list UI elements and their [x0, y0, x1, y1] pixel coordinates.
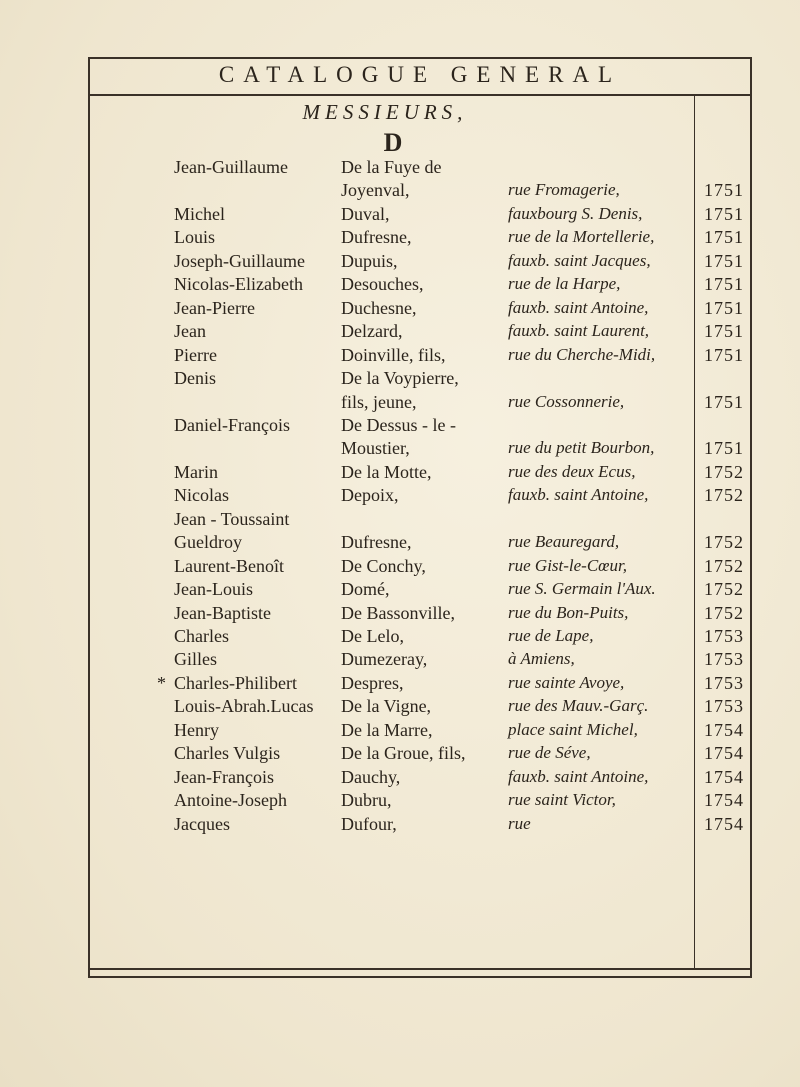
entry-first-name: Jean-Louis [174, 579, 253, 600]
list-item [0, 718, 800, 742]
entry-surname: De la Motte, [341, 461, 432, 482]
entry-first-name: Charles-Philibert [174, 672, 297, 693]
entry-surname: Depoix, [341, 485, 399, 506]
entry-year: 1751 [704, 250, 744, 271]
entry-year: 1751 [704, 391, 744, 412]
list-item [0, 413, 800, 437]
entry-address: fauxb. saint Laurent, [508, 321, 650, 341]
list-item [0, 765, 800, 789]
section-title: MESSIEURS, [302, 100, 468, 124]
entry-surname: De Bassonville, [341, 602, 455, 623]
entry-first-name: Daniel-François [174, 414, 290, 435]
entry-year: 1754 [704, 743, 744, 764]
list-item [0, 694, 800, 718]
entry-year: 1751 [704, 438, 744, 459]
list-item [0, 366, 800, 390]
entry-address: rue du petit Bourbon, [508, 438, 655, 458]
list-item [0, 202, 800, 226]
entry-surname: De Lelo, [341, 626, 404, 646]
list-item [0, 624, 800, 648]
entry-address: rue Gist-le-Cœur, [508, 555, 627, 575]
entry-address: rue des deux Ecus, [508, 461, 636, 481]
entry-surname: Domé, [341, 579, 390, 600]
bottom-rule-double [88, 976, 752, 978]
entry-address: à Amiens, [508, 649, 575, 669]
top-rule [88, 57, 752, 59]
entry-year: 1754 [704, 766, 744, 787]
entry-surname: Moustier, [341, 438, 410, 459]
entry-address: rue Fromagerie, [508, 180, 620, 200]
list-item [0, 483, 800, 507]
entry-address: place saint Michel, [508, 719, 638, 739]
entry-address: rue de Séve, [508, 743, 591, 763]
entry-surname: Desouches, [341, 274, 424, 295]
entry-surname: Dumezeray, [341, 649, 428, 670]
entry-surname: De la Groue, fils, [341, 743, 466, 764]
entry-first-name: Marin [174, 461, 218, 482]
entry-star: * [157, 672, 166, 693]
entry-year: 1751 [704, 321, 744, 342]
entry-address: rue Cossonnerie, [508, 391, 625, 411]
entry-first-name: Charles [174, 626, 229, 646]
entry-first-name: Jean [174, 321, 206, 342]
entry-surname: Delzard, [341, 321, 403, 342]
entry-surname: Dufresne, [341, 532, 412, 553]
entry-surname: Dauchy, [341, 766, 401, 787]
entry-year: 1752 [704, 579, 744, 600]
entry-address: fauxbourg S. Denis, [508, 203, 643, 223]
entry-year: 1751 [704, 180, 744, 201]
entry-first-name: Antoine-Joseph [174, 790, 287, 811]
list-item [0, 460, 800, 484]
entry-surname: De Dessus - le - [341, 414, 456, 435]
entry-surname: Dupuis, [341, 250, 398, 271]
entry-first-name: Pierre [174, 344, 217, 365]
list-item [0, 178, 800, 202]
entry-surname: fils, jeune, [341, 391, 417, 412]
entry-first-name: Joseph-Guillaume [174, 250, 305, 271]
list-item [0, 671, 800, 695]
list-item [0, 812, 800, 836]
entry-address: rue sainte Avoye, [508, 672, 625, 692]
list-item [0, 155, 800, 179]
entry-address: fauxb. saint Jacques, [508, 250, 651, 270]
entry-first-name: Jean-Baptiste [174, 602, 271, 623]
entry-surname: Duval, [341, 203, 390, 224]
entry-address: fauxb. saint Antoine, [508, 485, 649, 505]
bottom-rule [88, 968, 752, 970]
section-letter: D [383, 128, 403, 157]
entry-year: 1751 [704, 297, 744, 318]
list-item [0, 554, 800, 578]
entry-surname: De la Vigne, [341, 696, 432, 717]
entry-address: fauxb. saint Antoine, [508, 766, 649, 786]
entry-address: rue du Cherche-Midi, [508, 344, 656, 364]
entry-surname: De la Voypierre, [341, 368, 459, 389]
entry-year: 1754 [704, 719, 744, 740]
entry-surname: Doinville, fils, [341, 344, 446, 365]
entry-first-name: Gilles [174, 649, 217, 670]
list-item [0, 741, 800, 765]
entry-first-name: Jean-Guillaume [174, 157, 288, 177]
page-header-title: CATALOGUE GENERAL [218, 62, 622, 87]
entry-year: 1752 [704, 461, 744, 482]
entry-year: 1752 [704, 485, 744, 506]
entry-surname: De Conchy, [341, 555, 426, 576]
entry-first-name: Laurent-Benoît [174, 555, 284, 576]
entry-address: rue saint Victor, [508, 790, 616, 810]
list-item [0, 507, 800, 531]
entry-first-name: Nicolas-Elizabeth [174, 274, 303, 295]
entry-first-name: Charles Vulgis [174, 743, 281, 764]
entry-year: 1751 [704, 203, 744, 224]
entry-year: 1753 [704, 696, 744, 717]
entry-year: 1753 [704, 672, 744, 693]
entry-surname: De la Fuye de [341, 157, 442, 177]
entry-first-name: Michel [174, 203, 225, 224]
entry-year: 1751 [704, 274, 744, 295]
entry-surname: Joyenval, [341, 180, 410, 201]
entry-surname: Despres, [341, 672, 404, 693]
entry-year: 1754 [704, 790, 744, 811]
entry-address: fauxb. saint Antoine, [508, 297, 649, 317]
list-item [0, 319, 800, 343]
entry-first-name: Jean-François [174, 766, 274, 787]
entry-address: rue de Lape, [508, 626, 594, 645]
entry-address: rue [508, 813, 531, 833]
entry-first-name: Henry [174, 719, 219, 740]
entry-address: rue S. Germain l'Aux. [508, 579, 656, 599]
entry-year: 1752 [704, 532, 744, 553]
entry-address: rue de la Harpe, [508, 274, 621, 294]
list-item [0, 436, 800, 460]
entry-surname: Dubru, [341, 790, 392, 811]
list-item [0, 343, 800, 367]
list-item [0, 788, 800, 812]
entry-first-name: Gueldroy [174, 532, 242, 553]
entry-surname: Duchesne, [341, 297, 417, 318]
entry-surname: Dufresne, [341, 227, 412, 248]
list-item [0, 225, 800, 249]
list-item [0, 577, 800, 601]
entry-first-name: Jean - Toussaint [174, 508, 290, 529]
entry-year: 1754 [704, 813, 744, 834]
entry-address: rue Beauregard, [508, 532, 620, 552]
entry-year: 1753 [704, 626, 744, 646]
list-item [0, 647, 800, 671]
entry-first-name: Louis [174, 227, 216, 248]
entry-year: 1753 [704, 649, 744, 670]
entry-year: 1751 [704, 344, 744, 365]
entry-first-name: Jacques [174, 813, 230, 834]
list-item [0, 530, 800, 554]
list-item [0, 249, 800, 273]
list-item [0, 390, 800, 414]
entry-first-name: Nicolas [174, 485, 229, 506]
entry-surname: De la Marre, [341, 719, 433, 740]
entry-year: 1752 [704, 555, 744, 576]
entry-first-name: Denis [174, 368, 216, 389]
list-item [0, 272, 800, 296]
entry-year: 1751 [704, 227, 744, 248]
entry-first-name: Louis-Abrah.Lucas [174, 696, 314, 717]
entry-surname: Dufour, [341, 813, 397, 834]
entry-address: rue des Mauv.-Garç. [508, 696, 649, 716]
entry-address: rue du Bon-Puits, [508, 602, 629, 622]
entry-year: 1752 [704, 602, 744, 623]
header-rule [88, 94, 752, 96]
entry-address: rue de la Mortellerie, [508, 227, 655, 247]
list-item [0, 601, 800, 625]
entry-first-name: Jean-Pierre [174, 297, 255, 318]
list-item [0, 296, 800, 320]
